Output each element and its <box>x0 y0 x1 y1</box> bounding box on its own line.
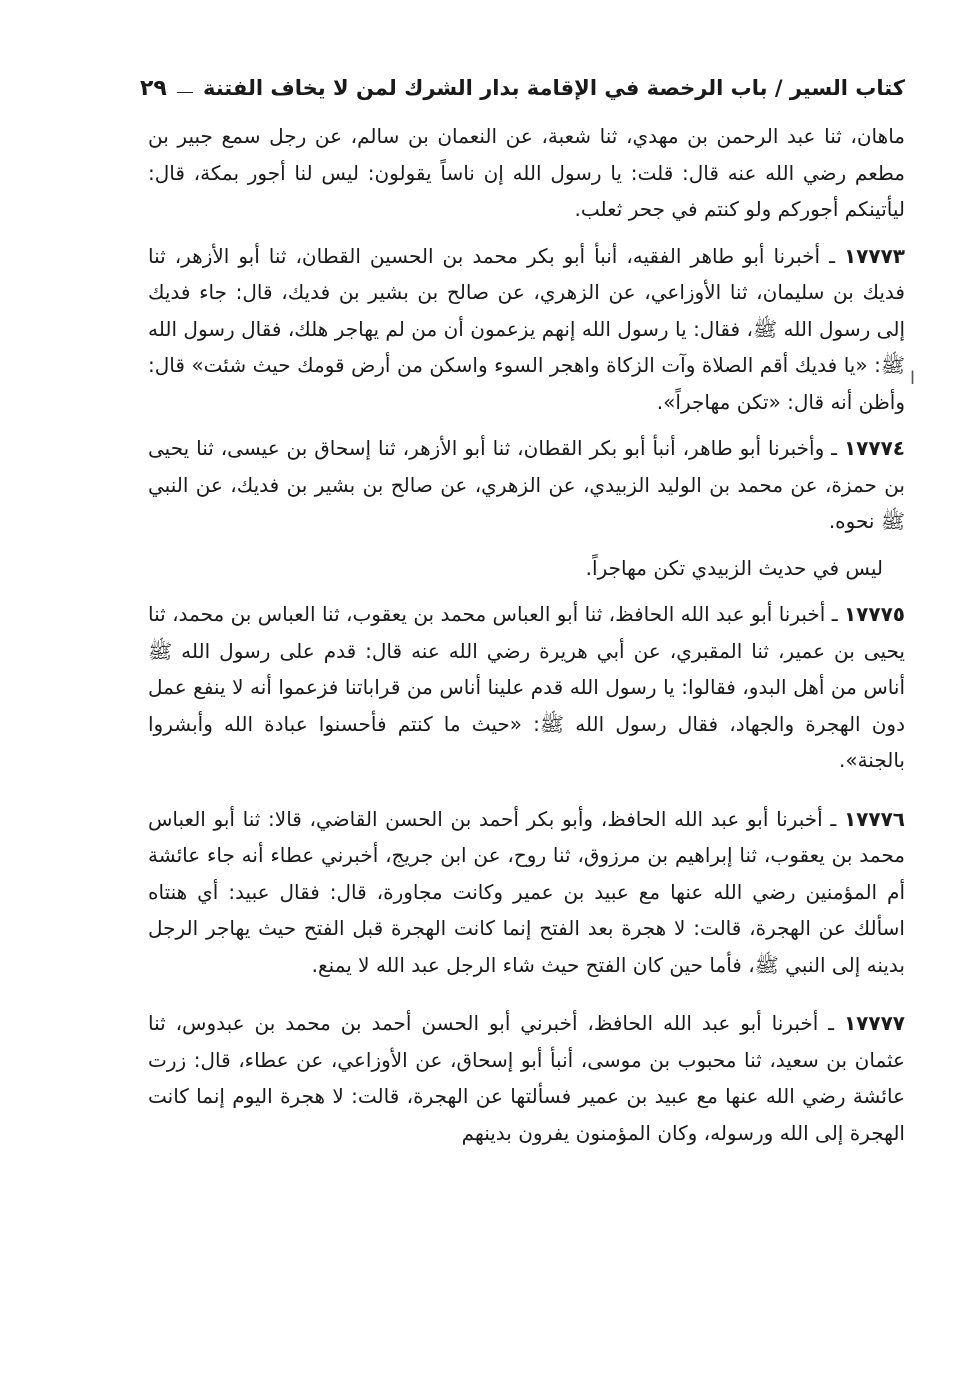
hadith-17775 <box>148 596 905 779</box>
hadith-17776 <box>148 801 905 984</box>
running-header <box>140 70 905 106</box>
paragraph-continuation <box>148 118 905 228</box>
hadith-number: ١٧٧٧٧ <box>843 1011 905 1035</box>
hadith-number: ١٧٧٧٥ <box>843 602 905 626</box>
hadith-number: ١٧٧٧٦ <box>843 806 905 831</box>
paragraph-text: ـ أخبرنا أبو طاهر الفقيه، أنبأ أبو بكر محمد بن الحسين القطان، ثنا أبو الأزهر، ثنا فديك بن سليمان، ثنا الأوزاعي، عن الزهري، عن صالح بن بشير بن فديك، قال: جاء فديك إلى رسول الله ﷺ، فقال: يا رسول الله إنهم يزعمون أن من لم يهاجر هلك، فقال رسول الله ﷺ: «يا فديك أقم الصلاة وآت الزكاة واهجر السوء واسكن من أرض قومك حيث شئت» قال: وأظن أنه قال: «تكن مهاجراً». <box>148 243 905 414</box>
header-rule <box>177 92 193 93</box>
paragraph-text: ـ أخبرنا أبو عبد الله الحافظ، ثنا أبو العباس محمد بن يعقوب، ثنا العباس بن محمد، ثنا يحيى بن عمير، ثنا المقبري، عن أبي هريرة رضي الله عنه قال: قدم على رسول الله ﷺ أناس من أهل البدو، فقالوا: يا رسول الله قدم علينا أناس من قراباتنا فزعموا أنه لا ينفع عمل دون الهجرة والجهاد، فقال رسول الله ﷺ: «حيث ما كنتم فأحسنوا عبادة الله وأبشروا بالجنة». <box>148 602 905 772</box>
header-title: كتاب السير / باب الرخصة في الإقامة بدار الشرك لمن لا يخاف الفتنة <box>203 76 905 100</box>
hadith-17773 <box>148 238 905 421</box>
paragraph-text: ـ وأخبرنا أبو طاهر، أنبأ أبو بكر القطان، ثنا أبو الأزهر، ثنا إسحاق بن عيسى، ثنا يحيى بن حمزة، عن محمد بن الوليد الزبيدي، عن الزهري، عن صالح بن بشير بن فديك، عن النبي ﷺ نحوه. <box>148 436 905 533</box>
hadith-17777 <box>148 1005 905 1151</box>
hadith-17774 <box>148 430 905 540</box>
hadith-number: ١٧٧٧٤ <box>843 436 905 460</box>
page-number: ٢٩ <box>140 75 167 101</box>
paragraph-text: ـ أخبرنا أبو عبد الله الحافظ، أخبرني أبو الحسن أحمد بن محمد بن عبدوس، ثنا عثمان بن سعيد، ثنا محبوب بن موسى، أنبأ أبو إسحاق، عن الأوزاعي، عن عطاء، قال: زرت عائشة رضي الله عنها مع عبيد بن عمير فسألتها عن الهجرة، قالت: لا هجرة اليوم إنما كانت الهجرة إلى الله ورسوله، وكان المؤمنون يفرون بدينهم <box>148 1011 905 1145</box>
paragraph-text: ليس في حديث الزبيدي تكن مهاجراً. <box>585 555 883 580</box>
paragraph-text: ـ أخبرنا أبو عبد الله الحافظ، وأبو بكر أحمد بن الحسن القاضي، قالا: ثنا أبو العباس محمد بن يعقوب، ثنا إبراهيم بن مرزوق، ثنا روح، عن ابن جريج، أخبرني عطاء أنه جاء عائشة أم المؤمنين رضي الله عنها مع عبيد بن عمير وكانت مجاورة، قال: فقال عبيد: أي هنتاه اسألك عن الهجرة، قالت: لا هجرة بعد الفتح إنما كانت الهجرة قبل الفتح حيث يهاجر الرجل بدينه إلى النبي ﷺ، فأما حين كان الفتح حيث شاء الرجل عبد الله لا يمنع. <box>148 806 905 977</box>
paragraph-note <box>148 550 905 587</box>
page-body <box>148 118 905 1151</box>
margin-mark: ا <box>910 368 916 389</box>
paragraph-text: ماهان، ثنا عبد الرحمن بن مهدي، ثنا شعبة، عن النعمان بن سالم، عن رجل سمع جبير بن مطعم رضي الله عنه قال: قلت: يا رسول الله إن ناساً يقولون: ليس لنا أجور بمكة، قال: ليأتينكم أجوركم ولو كنتم في جحر ثعلب. <box>148 124 905 221</box>
hadith-number: ١٧٧٧٣ <box>843 243 905 268</box>
